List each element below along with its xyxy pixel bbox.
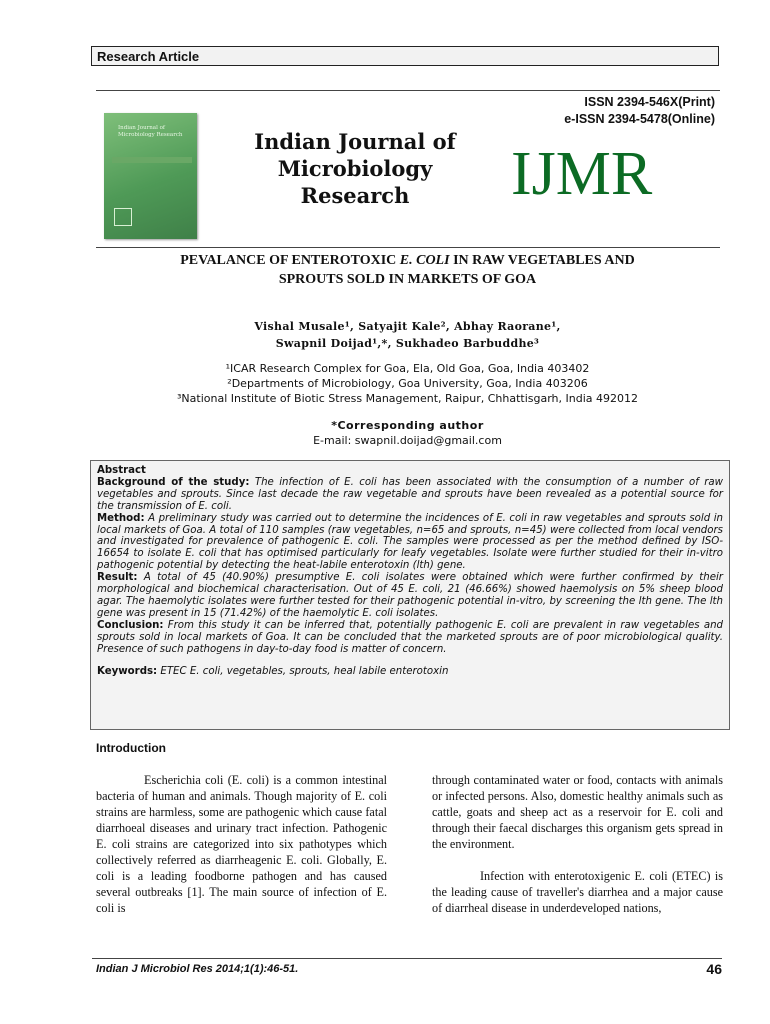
title-text: PEVALANCE OF ENTEROTOXIC (180, 253, 400, 268)
footer-citation: Indian J Microbiol Res 2014;1(1):46-51. (96, 963, 299, 975)
introduction-heading: Introduction (96, 741, 166, 755)
conclusion-text: From this study it can be inferred that, potentially pathogenic E. coli are prevalent in raw vegetables and sprouts sold in local markets of Goa. It can be concluded that the marketed sprouts are of poor microbiological quality. Presence of such pathogens in day-to-day food is matter of concern. (97, 619, 723, 655)
background-text: The infection of E. coli has been associated with the consumption of a number of raw vegetables and sprouts. Since last decade the raw vegetable and sprouts have been revealed as a potential source for the transmission of E. coli. (97, 476, 723, 512)
intro-paragraph-3: Infection with enterotoxigenic E. coli (ETEC) is the leading cause of traveller's diarrhea and a major cause of diarrheal disease in underdeveloped nations, (432, 869, 723, 915)
keywords-label: Keywords: (97, 665, 158, 677)
body-column-left (96, 772, 387, 916)
conclusion-label: Conclusion: (97, 619, 164, 631)
intro-paragraph-1: Escherichia coli (E. coli) is a common intestinal bacteria of human and animals. Though majority of E. coli strains are harmless, some are pathogenic which cause fatal diarrhoeal diseases and urinary tract infection. Pathogenic E. coli strains are categorized into six pathotypes which collectively referred as diarrheagenic E. coli. Globally, E. coli is a leading foodborne pathogen and has caused several outbreaks [1]. The main source of infection of E. coli is (96, 773, 387, 915)
body-column-right (432, 772, 723, 916)
title-italic: E. COLI (399, 253, 450, 268)
result-label: Result: (97, 572, 138, 584)
page-number: 46 (706, 961, 722, 977)
keywords-text: ETEC E. coli, vegetables, sprouts, heal labile enterotoxin (157, 665, 449, 677)
affiliation-1: ¹ICAR Research Complex for Goa, Ela, Old Goa, Goa, India 403402 (225, 362, 590, 375)
abstract-heading: Abstract (97, 465, 146, 476)
intro-paragraph-2: through contaminated water or food, contacts with animals or infected persons. Also, domestic healthy animals such as cattle, goats and sheep act as a reservoir for E. coli and through their faecal discharges this organism gets spread in the environment. (432, 773, 723, 851)
article-type-header (91, 46, 719, 66)
journal-cover-image (104, 113, 197, 239)
background-label: Background of the study: (97, 476, 250, 488)
result-text: A total of 45 (40.90%) presumptive E. coli isolates were obtained which were further confirmed by their morphological and biochemical characterisation. Out of 45 E. coli, 21 (46.66%) showed haemolysis on 5% sheep blood agar. The haemolytic isolates were further tested for their pathogenic potential in-vitro, by screening the lth gene. The lth gene was present in 15 (71.42%) of the haemolytic E. coli isolates. (97, 572, 723, 619)
authors-line1: Vishal Musale¹, Satyajit Kale², Abhay Raorane¹, (254, 320, 561, 333)
journal-title-line1: Indian Journal of (254, 129, 456, 154)
top-rule (96, 90, 720, 91)
journal-title-line3: Research (300, 183, 410, 208)
title-line2: SPROUTS SOLD IN MARKETS OF GOA (278, 272, 537, 287)
masthead-rule (96, 247, 720, 248)
cover-title: Indian Journal of Microbiology Research (118, 125, 183, 138)
affiliation-3: ³National Institute of Biotic Stress Management, Raipur, Chhattisgarh, India 492012 (177, 392, 638, 405)
method-label: Method: (97, 512, 145, 524)
footer-rule (92, 958, 722, 959)
authors-line2: Swapnil Doijad¹,*, Sukhadeo Barbuddhe³ (275, 337, 540, 350)
corresponding-email: E-mail: swapnil.doijad@gmail.com (313, 434, 502, 447)
corresponding-author (95, 418, 720, 448)
journal-title (225, 128, 485, 209)
cover-band (112, 157, 192, 163)
affiliations (95, 361, 720, 406)
method-text: A preliminary study was carried out to determine the incidences of E. coli in raw vegetables and sprouts sold in local markets of Goa. A total of 110 samples (raw vegetables, n=65 and sprouts, n=45) were collected from local vendors and investigated for prevalence of pathogenic E. coli. The samples were processed as per the method defined by ISO-16654 to isolate E. coli that has optimised particularly for leafy vegetables. Isolate were further studied for their in-vitro pathogenic potential by detecting the heat-labile enterotoxin (lth) gene. (97, 512, 723, 572)
cover-logo-icon (114, 208, 132, 226)
journal-logo: IJMR (511, 140, 653, 208)
title-text-post: IN RAW VEGETABLES AND (449, 253, 635, 268)
paper-title (95, 251, 720, 289)
article-type-label: Research Article (97, 49, 200, 64)
issn-online: e-ISSN 2394-5478(Online) (564, 112, 715, 126)
authors (95, 318, 720, 352)
affiliation-2: ²Departments of Microbiology, Goa University, Goa, India 403206 (227, 377, 588, 390)
issn-print: ISSN 2394-546X(Print) (584, 95, 715, 109)
journal-title-line2: Microbiology (277, 156, 433, 181)
abstract-box (90, 460, 730, 730)
corresponding-label: *Corresponding author (331, 419, 484, 432)
